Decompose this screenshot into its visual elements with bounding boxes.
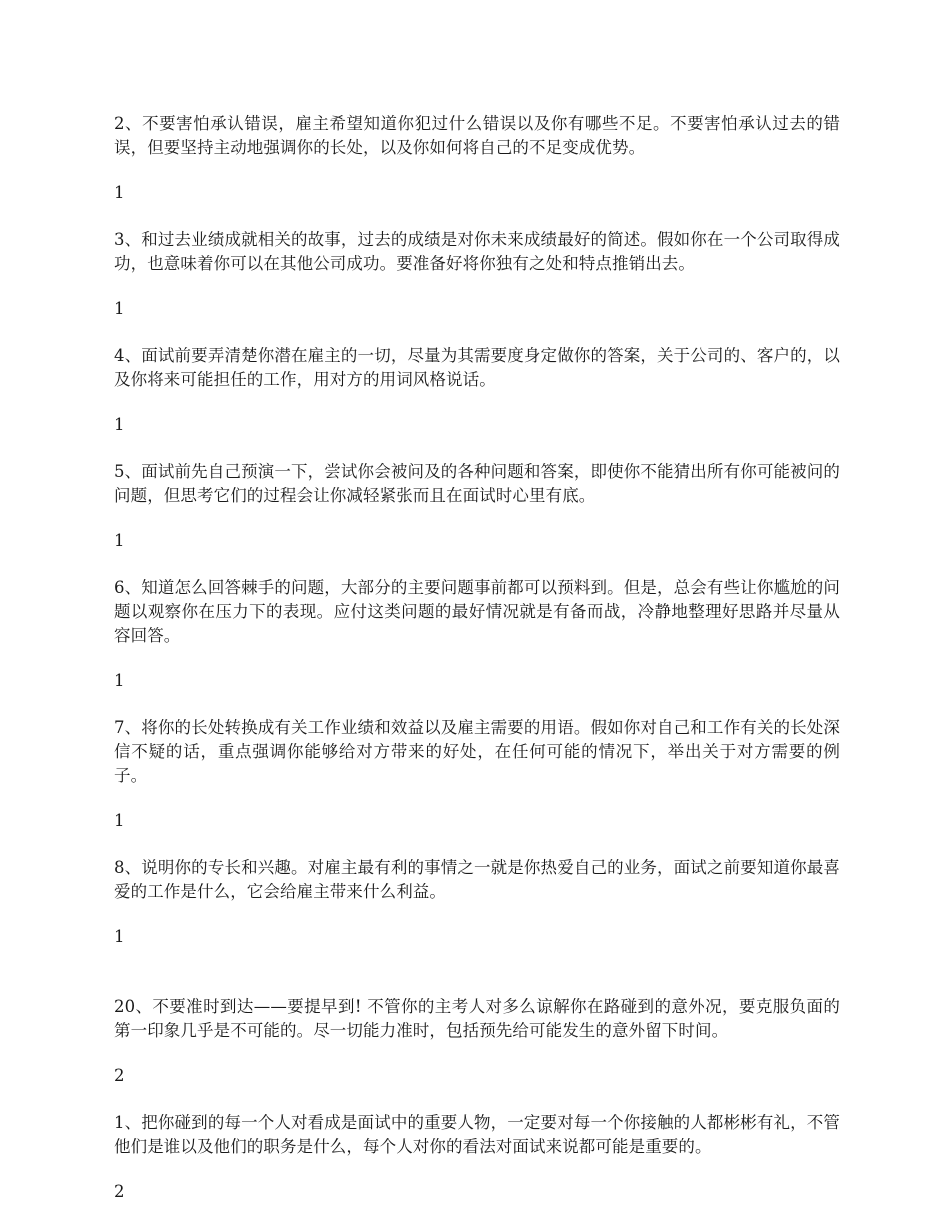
document-body [114, 112, 840, 1204]
paragraph-5: 5、面试前先自己预演一下，尝试你会被问及的各种问题和答案，即使你不能猜出所有你可能被问的问题，但思考它们的过程会让你减轻紧张而且在面试时心里有底。 [114, 462, 840, 505]
paragraph-number: 2 [114, 1182, 125, 1201]
paragraph-6: 6、知道怎么回答棘手的问题，大部分的主要问题事前都可以预料到。但是，总会有些让你尴尬的问题以观察你在压力下的表现。应付这类问题的最好情况就是有备而战，冷静地整理好思路并尽量从容回答。 [114, 578, 840, 645]
paragraph-number: 2 [114, 1066, 125, 1085]
paragraph-7: 7、将你的长处转换成有关工作业绩和效益以及雇主需要的用语。假如你对自己和工作有关的长处深信不疑的话，重点强调你能够给对方带来的好处，在任何可能的情况下，举出关于对方需要的例子。 [114, 718, 840, 785]
paragraph-4: 4、面试前要弄清楚你潜在雇主的一切，尽量为其需要度身定做你的答案，关于公司的、客户的，以及你将来可能担任的工作，用对方的用词风格说话。 [114, 346, 840, 389]
paragraph-number: 1 [114, 531, 125, 550]
paragraph-number: 1 [114, 299, 125, 318]
paragraph-2: 2、不要害怕承认错误，雇主希望知道你犯过什么错误以及你有哪些不足。不要害怕承认过去的错误，但要坚持主动地强调你的长处，以及你如何将自己的不足变成优势。 [114, 114, 840, 157]
paragraph-3: 3、和过去业绩成就相关的故事，过去的成绩是对你未来成绩最好的简述。假如你在一个公司取得成功，也意味着你可以在其他公司成功。要准备好将你独有之处和特点推销出去。 [114, 230, 840, 273]
paragraph-number: 1 [114, 183, 125, 202]
paragraph-8: 8、说明你的专长和兴趣。对雇主最有利的事情之一就是你热爱自己的业务，面试之前要知道你最喜爱的工作是什么，它会给雇主带来什么利益。 [114, 858, 840, 901]
paragraph-1: 1、把你碰到的每一个人对看成是面试中的重要人物，一定要对每一个你接触的人都彬彬有礼，不管他们是谁以及他们的职务是什么，每个人对你的看法对面试来说都可能是重要的。 [114, 1113, 840, 1156]
paragraph-number: 1 [114, 415, 125, 434]
paragraph-20: 20、不要准时到达——要提早到! 不管你的主考人对多么谅解你在路碰到的意外况，要克服负面的第一印象几乎是不可能的。尽一切能力准时，包括预先给可能发生的意外留下时间。 [114, 997, 840, 1040]
paragraph-number: 1 [114, 927, 125, 946]
paragraph-number: 1 [114, 671, 125, 690]
paragraph-number: 1 [114, 811, 125, 830]
